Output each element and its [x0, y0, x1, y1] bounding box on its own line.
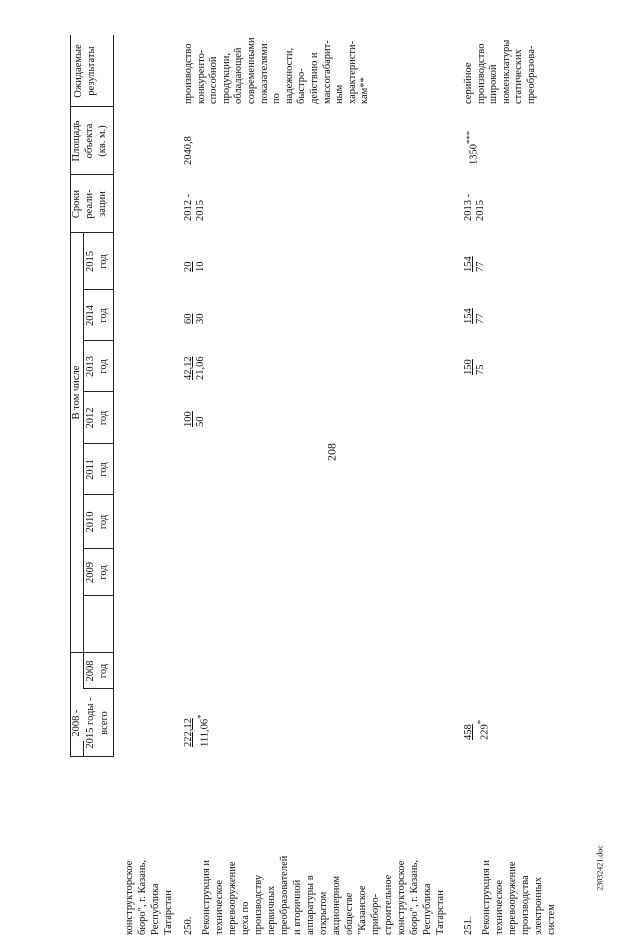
row-250-2015 — [183, 262, 206, 273]
result-line: действию и — [308, 52, 320, 104]
header-year-unit: год — [98, 359, 109, 374]
header-area-3: (кв. м.) — [97, 125, 108, 157]
header-year-unit: год — [98, 663, 109, 679]
row-251-2014 — [463, 308, 486, 324]
header-year-unit: год — [98, 308, 109, 323]
carry-line: Татарстан — [163, 890, 174, 935]
row-250-total — [183, 715, 211, 747]
table-header-bottom-rule — [113, 35, 114, 757]
result-line: серийное — [463, 62, 474, 104]
result-line: производство — [475, 43, 487, 104]
header-year-2013: 2013 — [85, 356, 96, 377]
carry-line: Республика — [150, 883, 161, 935]
value-denominator: 21,06 — [194, 356, 206, 380]
result-line: продукции, — [220, 53, 232, 104]
description-line: первичных — [266, 885, 277, 935]
rotated-table — [70, 35, 590, 935]
header-year-unit: год — [98, 514, 109, 530]
description-line: техническое — [494, 879, 505, 935]
row-250-2013 — [183, 356, 206, 380]
result-line: кам** — [359, 77, 371, 104]
description-line: приборо- — [370, 893, 381, 935]
row-250-2012 — [183, 411, 206, 427]
total-numerator: 458 — [463, 724, 474, 740]
header-year-unit: год — [98, 254, 109, 269]
result-line: быстро- — [296, 68, 308, 104]
row-251-2015 — [463, 256, 486, 272]
description-line: перевооружение — [507, 861, 518, 935]
header-terms-2: реали- — [84, 189, 95, 219]
row-251-results — [463, 40, 539, 104]
description-line: Татарстан — [435, 890, 446, 935]
value-numerator: 154 — [463, 256, 474, 272]
result-line: широкой — [488, 64, 500, 104]
description-line: и вторичной — [292, 879, 303, 935]
value-numerator: 42,12 — [183, 356, 194, 380]
row-251-total — [463, 720, 491, 740]
header-in-total: В том числе — [71, 365, 82, 420]
header-year-2014: 2014 — [85, 305, 96, 326]
row-250-terms — [183, 194, 206, 221]
value-denominator: 75 — [474, 364, 486, 375]
result-line: массогабарит- — [321, 40, 333, 104]
value-denominator: 77 — [474, 261, 486, 272]
carry-over-text — [123, 860, 175, 935]
row-251-area — [463, 131, 481, 165]
header-year-2010: 2010 — [85, 511, 96, 533]
description-line: систем — [546, 904, 557, 935]
description-line: "Казанское — [357, 885, 368, 935]
result-line: современными — [245, 37, 257, 104]
total-numerator: 222,12 — [183, 718, 194, 747]
page-number: 208 — [324, 443, 339, 461]
header-year-2015: 2015 — [85, 251, 96, 272]
result-line: статических — [513, 49, 525, 104]
header-total-top: 2008 - — [71, 709, 82, 737]
header-total-bottom: 2015 годы - — [85, 697, 96, 749]
header-terms-3: зации — [97, 191, 108, 217]
description-line: Реконструкция и — [481, 860, 492, 935]
area-value: 1350 — [468, 144, 480, 165]
description-line: обществе — [344, 892, 355, 935]
total-denominator: 229 — [479, 724, 490, 740]
footer-file-code: 23032421.doc — [595, 845, 605, 891]
row-250-description — [200, 856, 447, 935]
description-line: Республика — [422, 883, 433, 935]
description-line: цеха по — [240, 901, 251, 935]
description-line: строительное — [383, 874, 394, 935]
carry-line: бюро", г. Казань, — [137, 860, 148, 935]
description-line: Реконструкция и — [201, 860, 212, 935]
row-250-2014 — [183, 314, 206, 325]
description-line: аппаратуры в — [305, 875, 316, 935]
result-line: показателями — [258, 43, 270, 104]
description-line: перевооружение — [227, 861, 238, 935]
row-251-description — [480, 860, 558, 935]
description-line: открытом — [318, 891, 329, 935]
result-line: производство — [183, 43, 194, 104]
value-numerator: 60 — [183, 313, 194, 324]
value-denominator: 77 — [474, 313, 486, 324]
header-year-2012: 2012 — [85, 407, 96, 429]
footnote-mark: *** — [464, 130, 474, 144]
header-year-2011: 2011 — [85, 459, 96, 480]
result-line: преобразова- — [525, 45, 537, 104]
result-line: ным — [334, 84, 346, 104]
description-line: электронных — [533, 877, 544, 935]
terms-end: 2015 — [194, 200, 206, 221]
result-line: конкуренто- — [195, 49, 207, 104]
terms-start: 2013 - — [463, 193, 474, 221]
header-results-2: результаты — [86, 46, 97, 96]
header-year-unit: год — [98, 410, 109, 426]
header-year-unit: год — [98, 565, 109, 580]
description-line: производству — [253, 874, 264, 935]
table-rule — [83, 741, 84, 757]
header-area-2: объекта — [84, 123, 95, 159]
header-total-sub: всего — [99, 711, 110, 735]
header-year-2008: 2008 — [85, 660, 96, 682]
result-line: надежности, — [283, 47, 295, 104]
description-line: конструкторское — [396, 860, 407, 935]
description-line: производства — [520, 875, 531, 935]
footnote-mark: * — [194, 714, 205, 719]
value-numerator: 20 — [183, 261, 194, 272]
result-line: характеристи- — [346, 40, 358, 104]
terms-end: 2015 — [474, 200, 486, 221]
footnote-mark: * — [474, 719, 485, 725]
table-rule — [83, 233, 84, 689]
header-year-unit: год — [98, 462, 109, 477]
value-denominator: 10 — [194, 261, 206, 272]
header-results-1: Ожидаемые — [73, 44, 84, 98]
result-line: способной — [208, 56, 220, 104]
terms-start: 2012 - — [183, 193, 194, 221]
value-numerator: 154 — [463, 308, 474, 324]
total-denominator: 111,06 — [199, 718, 210, 747]
value-denominator: 30 — [194, 313, 206, 324]
description-line: техническое — [214, 879, 225, 935]
value-numerator: 100 — [183, 411, 194, 427]
row-250-area: 2040,8 — [183, 136, 194, 165]
row-251-number: 251. — [463, 916, 474, 935]
row-250-results — [183, 37, 372, 104]
row-251-2013 — [463, 359, 486, 375]
header-year-2009: 2009 — [85, 562, 96, 583]
carry-line: конструкторское — [124, 860, 135, 935]
result-line: обладающей — [233, 47, 245, 104]
description-line: преобразователей — [279, 855, 290, 935]
result-line: номенклатуры — [500, 39, 512, 104]
header-area-1: Площадь — [71, 120, 82, 162]
result-line: по — [271, 93, 283, 104]
value-numerator: 150 — [463, 359, 474, 375]
row-250-number: 250. — [183, 916, 194, 935]
description-line: акционерном — [331, 875, 342, 935]
header-terms-1: Сроки — [71, 189, 82, 219]
row-251-terms — [463, 194, 486, 221]
description-line: бюро", г. Казань, — [409, 860, 420, 935]
value-denominator: 50 — [194, 416, 206, 427]
